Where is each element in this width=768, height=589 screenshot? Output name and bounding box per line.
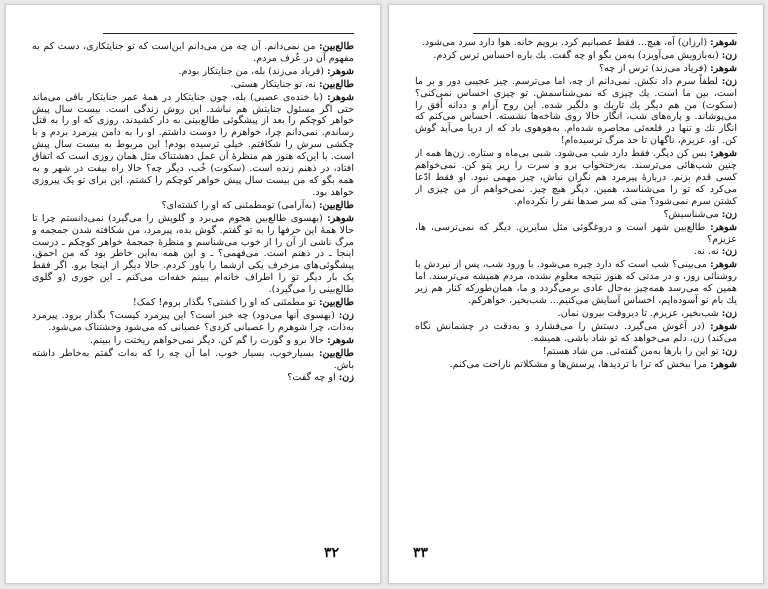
speaker-label: طالع‌بین: [319, 347, 354, 359]
dialogue-line [415, 209, 737, 221]
speaker-label: زن: [721, 49, 737, 61]
dialogue-line [415, 37, 737, 49]
dialogue-text: من نمی‌دانم. آن چه من می‌دانم این‌است که تو جنایتکاری، دست کم به مفهوم آن در عُرف مردم. [32, 41, 354, 64]
dialogue-line [32, 92, 354, 199]
speaker-label: شوهر: [327, 212, 354, 224]
dialogue-line [415, 222, 737, 246]
speaker-label: زن: [721, 345, 737, 357]
top-rule [103, 33, 354, 34]
top-rule [473, 33, 737, 34]
dialogue-text: شب‌بخیر، عزیزم. تا دیروقت بیرون نمان. [557, 307, 722, 319]
speaker-label: شوهر: [710, 148, 737, 160]
speaker-label: شوهر: [327, 334, 354, 346]
dialogue-text: (بهسوی طالع‌بین هجوم می‌برد و گلویش را می‌گیرد) نمی‌دانستم چرا تا حالا همهٔ این حرفها را به تو گفتم. گوش بده، پیرمرد، من شکافته شدن جمجمه و مرگ ناشی از آن را از خوب می‌شناسم و منظرهٔ جمجمهٔ خواهر کوچکم ـ درست اینجا ـ در ذهنم است. می‌فهمی؟ ـ و این همه به‌این خاطر بود که من احمق، پیشگوئی‌های مزخرف یکی ازشما را باور کردم. حالا دیگر از اینجا برو. اگر فقط یک بار دیگر تو را اطراف خانه‌ام ببینم خفه‌ات می‌کنم ـ این جوری (و گلوی طالع‌بینی را می‌گیرد). [32, 212, 354, 296]
dialogue-text: بسیارخوب، بسیار خوب. اما آن چه را که به‌ات گفتم به‌خاطر داشته باش. [32, 347, 354, 371]
dialogue-text: بس کن دیگر. فقط دارد شب می‌شود. شبی بی‌ماه و ستاره. زن‌ها همه از چنین شب‌هائی می‌ترسند. به‌رختخواب برو و سرت را زیر پتو کن. نمی‌خواهم کسی قدم بزنم. دربارهٔ پیرمرد هم نگران نباش، چیز مهمی نبود. او فقط ادّعا می‌کرد که تو را می‌شناسد، همین. دیگر هیچ چیز. نمی‌خواهم از من چیزی از کشتن سرم نمی‌شود؟ منی که سر صدها نفر را نکرده‌ام. [415, 148, 737, 207]
dialogue-line [415, 321, 737, 345]
page-number: ۳۳ [413, 545, 429, 561]
speaker-label: طالع‌بین: [319, 199, 354, 211]
speaker-label: شوهر: [710, 358, 737, 370]
speaker-label: طالع‌بین: [319, 41, 354, 52]
dialogue-text: (به‌آرامی) تومطمئنی که او را کشته‌ای؟ [161, 199, 319, 211]
dialogue-text: (فریاد می‌زند) بله، من جنایتکار بودم. [178, 65, 328, 77]
dialogue-line [32, 213, 354, 296]
dialogue-text: (با خنده‌ی عصبی) بله، چون جنایتکار در همهٔ عمر جنایتکار باقی می‌ماند حتی اگر مسئول جنایتش هم نباشد. این روش زندگی است. بیست سال پیش خواهر کوچکم را بعد از پیشگوئی طالع‌بینی به دار کشیدند، روزی که او را به قتل رساندم. نمی‌دانم چرا، خواهرم را دوست داشتم. او را به دامن پیرمرد بردم و با چکشی سرش را شکافتم. خیلی ترسیده بودم! این مربوط به بیست سال پیش است. با این‌که هنوز هم منظرهٔ آن عمل دهشتناک مثل همان روزی است که اتفاق افتاد، در ذهنم زنده است. (سکوت) خُب، دیگر چه؟ حالا راه بیفت در شهر و به همه بگو که من بیست سال پیش خواهر کوچکم را کشتم. این برای تو یک پیروزی خواهد بود. [32, 91, 354, 198]
dialogue-line [32, 348, 354, 372]
dialogue-line [415, 259, 737, 307]
left-page [5, 4, 381, 584]
dialogue-line [415, 76, 737, 147]
dialogue-text: (فریاد می‌زند) ترس از چه؟ [599, 62, 711, 74]
dialogue-line [415, 308, 737, 320]
dialogue-text: تو این را بارها به‌من گفته‌ئی. من شاد هستم! [542, 345, 722, 357]
dialogue-line [32, 79, 354, 91]
dialogue-line [415, 50, 737, 62]
speaker-label: زن: [338, 372, 354, 384]
speaker-label: شوهر: [710, 221, 737, 233]
dialogue-text: می‌بینی؟ شب است که دارد چیره می‌شود. با ورود شب، پس از نبردش با روشنائی روز، و در مدتی که هنوز نتیجه معلوم نشده، مردم همیشه می‌ترسند. اما همین که می‌رسد همه‌چیز به‌حال عادی برمی‌گردد و ما، همان‌طورکه کنار هم زیر یك بام نو آسوده‌ایم، احساس آسایش می‌کنیم... شب‌بخیر، خواهرکم. [415, 259, 737, 307]
speaker-label: زن: [721, 307, 737, 319]
right-page-text [415, 33, 737, 555]
dialogue-text: (بهسوی آنها می‌دود) چه خبر است؟ این پیرمرد کیست؟ بگذار برود. پیرمرد به‌ذات، چرا شوهرم را عصبانی کردی؟ عصبانی که می‌شود وحشتناک می‌شود. [32, 309, 354, 333]
speaker-label: شوهر: [710, 62, 737, 74]
speaker-label: طالع‌بین: [319, 297, 354, 309]
dialogue-line [32, 335, 354, 347]
speaker-label: شوهر: [327, 91, 354, 103]
dialogue-line [32, 297, 354, 309]
speaker-label: شوهر: [327, 65, 354, 77]
dialogue-text: می‌شناسیش؟ [663, 208, 722, 220]
dialogue-text: نه. نه. [693, 246, 722, 258]
speaker-label: طالع‌بین: [319, 78, 354, 90]
dialogue-line [415, 346, 737, 358]
dialogue-line [32, 372, 354, 384]
speaker-label: شوهر: [710, 320, 737, 332]
right-page [388, 4, 764, 584]
dialogue-text: لطفاً سرم داد نکش. نمی‌دانم از چه، اما می‌ترسم. چیز عجیبی دور و بر ما است، بین ما است. یك چیزی که نمی‌شناسمش. تو چیزی احساس نمی‌کنی؟ (سکوت) من هم دیگر یك تاریك و دلگیر شده. این روح آرام و ددانه اُفق را می‌پوشاند. و پاره‌های شب، انگار حالا روی شاخه‌ها نشسته. احساس می‌کنم که انگار تك و تنها در قلعه‌ئی محاصره شده‌ام. به‌هوهوی باد که از دریا می‌آید گوش کن. او، عزیزم، ناگهان تا حد مرگ ترسیده‌ام! [415, 75, 737, 147]
dialogue-line [415, 359, 737, 371]
dialogue-text: (به‌بازویش می‌آویزد) به‌من بگو او چه گفت. یك باره احساس ترس کردم. [433, 49, 722, 61]
speaker-label: زن: [721, 75, 737, 87]
left-page-text [32, 33, 354, 555]
dialogue-text: (ارزان) آه، هیچ... فقط عصبانیم کرد. برویم خانه. هوا دارد سرد می‌شود. [421, 37, 711, 48]
dialogue-text: تو مطمئنی که او را کشتی؟ بگذار بروم! کمک! [132, 297, 319, 309]
dialogue-text: مرا ببخش که ترا با تردیدها، پرسش‌ها و مشکلاتم ناراحت می‌کنم. [449, 358, 711, 370]
speaker-label: زن: [338, 309, 354, 321]
speaker-label: شوهر: [710, 37, 737, 48]
page-number: ۳۲ [324, 545, 340, 561]
dialogue-line [32, 310, 354, 334]
dialogue-text: نه، تو جنایتکار هستی. [230, 78, 319, 90]
speaker-label: شوهر: [710, 259, 737, 271]
dialogue-text: (در آغوش می‌گیرد. دستش را می‌فشارد و به‌دقت در چشمانش نگاه می‌کند) زن، دلم می‌خواهد که تو شاد باشی. همیشه. [415, 320, 737, 344]
dialogue-line [32, 200, 354, 212]
dialogue-line [32, 41, 354, 65]
speaker-label: زن: [721, 208, 737, 220]
dialogue-text: او چه گفت؟ [287, 372, 339, 384]
dialogue-text: حالا برو و گورت را گم کن. دیگر نمی‌خواهم ریختت را ببینم. [89, 334, 328, 346]
dialogue-line [32, 66, 354, 78]
dialogue-line [415, 63, 737, 75]
dialogue-line [415, 246, 737, 258]
dialogue-line [415, 148, 737, 208]
dialogue-text: طالع‌بین شهر است و دروغگوئی مثل سایرین. دیگر که نمی‌ترسی، ها، عزیزم؟ [415, 221, 737, 245]
speaker-label: زن: [721, 246, 737, 258]
